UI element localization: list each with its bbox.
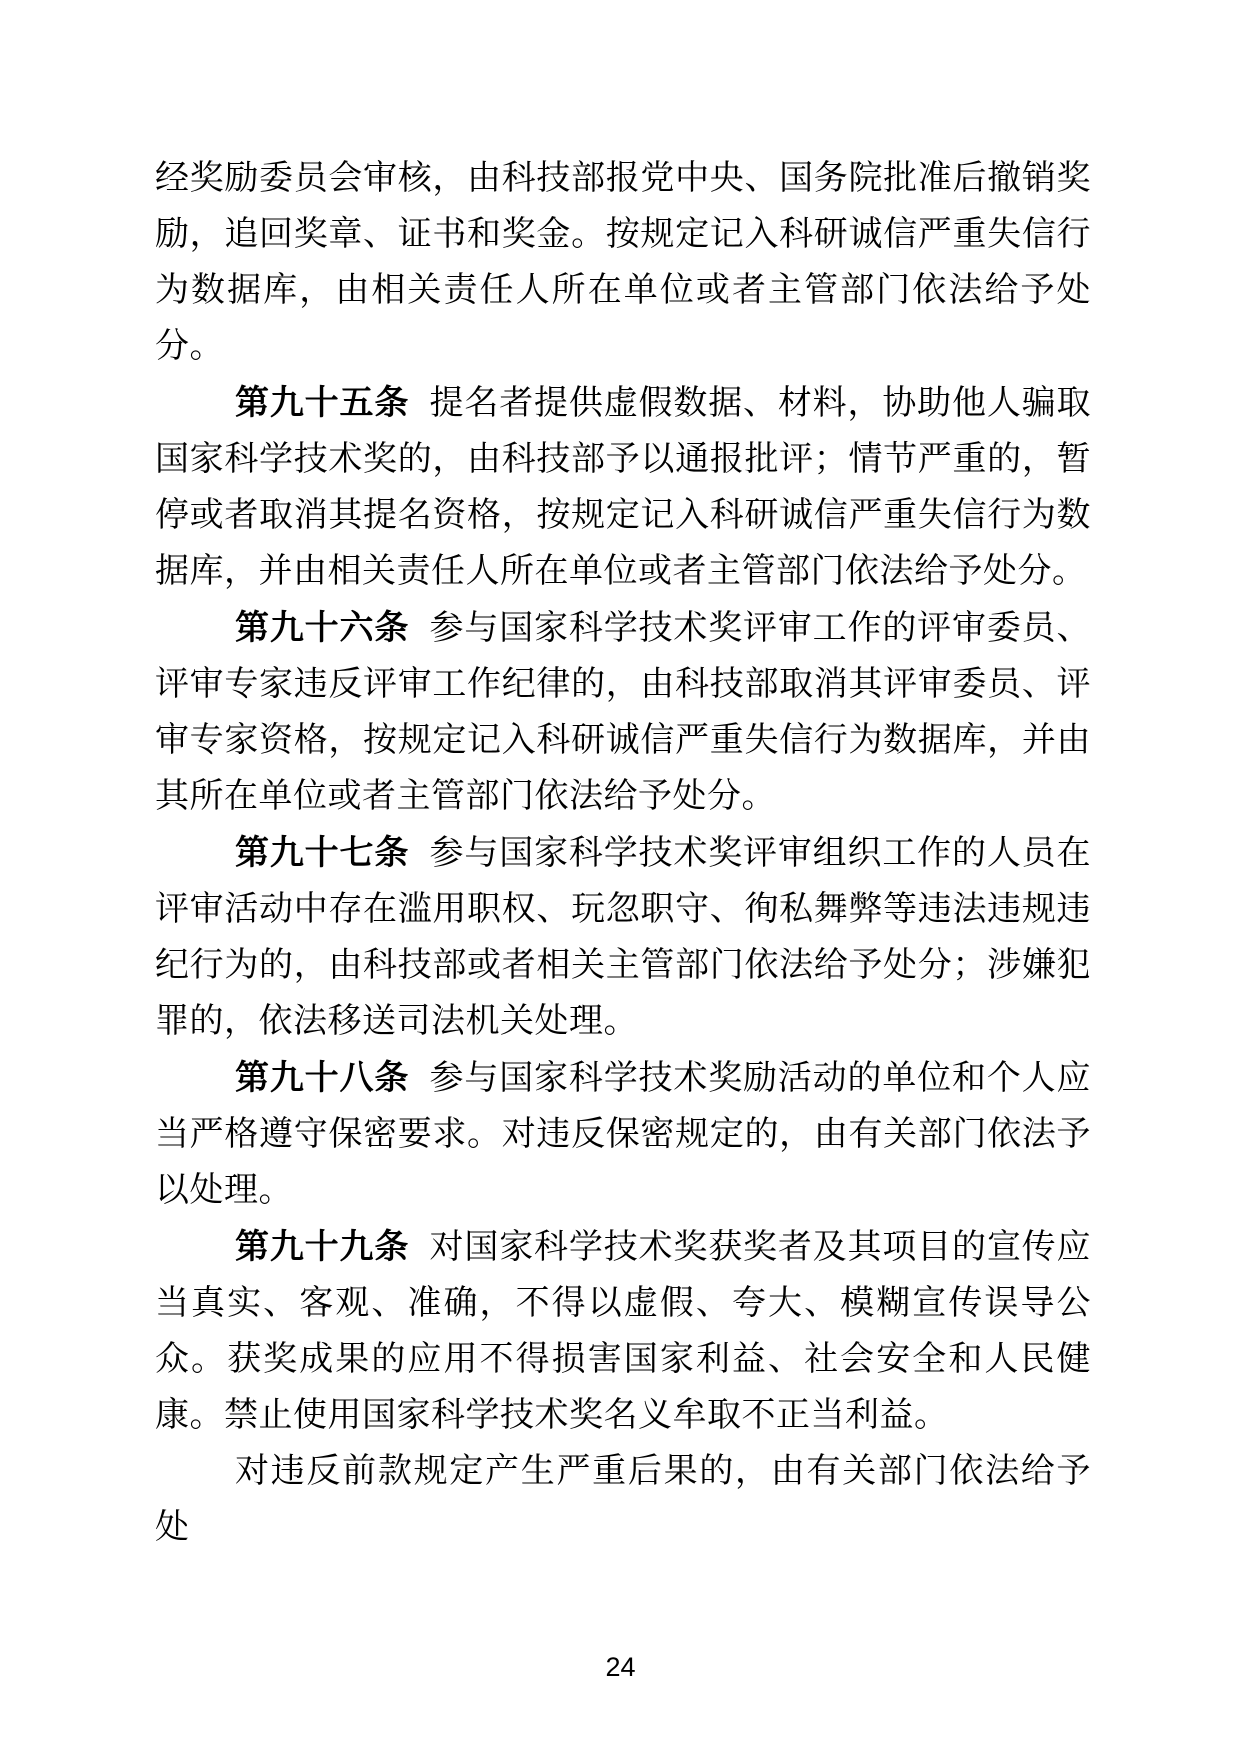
article-95-number: 第九十五条: [235, 384, 410, 422]
article-97-paragraph: [155, 825, 1091, 1050]
article-96-number: 第九十六条: [235, 609, 410, 647]
article-99-paragraph: [155, 1219, 1091, 1444]
article-97-text: 参与国家科学技术奖评审组织工作的人员在评审活动中存在滥用职权、玩忽职守、徇私舞弊等违法违规违纪行为的，由科技部或者相关主管部门依法给予处分；涉嫌犯罪的，依法移送司法机关处理。: [155, 835, 1092, 1040]
paragraph-text: 经奖励委员会审核，由科技部报党中央、国务院批准后撤销奖励，追回奖章、证书和奖金。按规定记入科研诚信严重失信行为数据库，由相关责任人所在单位或者主管部门依法给予处分。: [155, 160, 1091, 365]
article-95-paragraph: [155, 375, 1091, 600]
article-99-clause-2-paragraph: [155, 1444, 1091, 1556]
page-number: 24: [605, 1652, 636, 1682]
article-98-text: 参与国家科学技术奖励活动的单位和个人应当严格遵守保密要求。对违反保密规定的，由有关部门依法予以处理。: [155, 1060, 1092, 1209]
paragraph-continuation-article-94: [155, 151, 1091, 375]
article-96-text: 参与国家科学技术奖评审工作的评审委员、评审专家违反评审工作纪律的，由科技部取消其评审委员、评审专家资格，按规定记入科研诚信严重失信行为数据库，并由其所在单位或者主管部门依法给予处分。: [155, 610, 1092, 815]
page-footer: [0, 1650, 1241, 1684]
article-95-text: 提名者提供虚假数据、材料，协助他人骗取国家科学技术奖的，由科技部予以通报批评；情节严重的，暂停或者取消其提名资格，按规定记入科研诚信严重失信行为数据库，并由相关责任人所在单位或者主管部门依法给予处分。: [155, 385, 1092, 590]
article-99-number: 第九十九条: [235, 1228, 410, 1266]
article-99-clause-2-text: 对违反前款规定产生严重后果的，由有关部门依法给予处: [155, 1453, 1091, 1546]
article-98-paragraph: [155, 1050, 1091, 1219]
document-text-block: [155, 151, 1091, 1556]
article-98-number: 第九十八条: [235, 1059, 410, 1097]
article-99-text: 对国家科学技术奖获奖者及其项目的宣传应当真实、客观、准确，不得以虚假、夸大、模糊宣传误导公众。获奖成果的应用不得损害国家利益、社会安全和人民健康。禁止使用国家科学技术奖名义牟取不正当利益。: [155, 1229, 1092, 1434]
article-96-paragraph: [155, 600, 1091, 825]
article-97-number: 第九十七条: [235, 834, 410, 872]
